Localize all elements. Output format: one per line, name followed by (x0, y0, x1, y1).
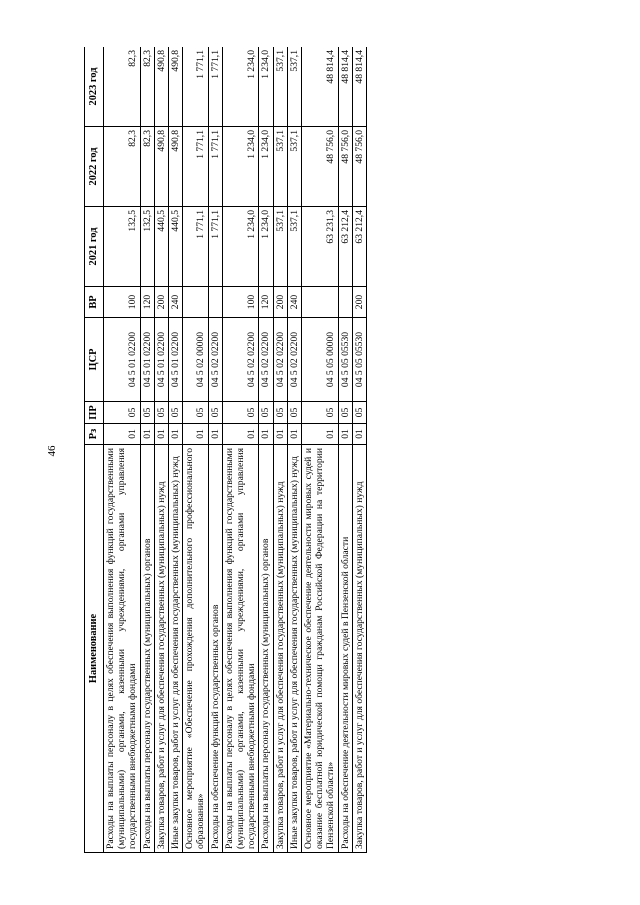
table-row (183, 47, 208, 853)
table-row (208, 47, 222, 853)
page-number: 46 (46, 445, 58, 457)
cell-rz: 01 (222, 424, 259, 445)
cell-2022: 1 771,1 (208, 127, 222, 207)
cell-csr: 04 5 05 00000 (302, 318, 339, 402)
cell-pr: 05 (154, 402, 168, 424)
cell-pr: 05 (222, 402, 259, 424)
cell-2023: 537,1 (273, 47, 287, 127)
cell-vr: 200 (154, 287, 168, 318)
cell-2023: 490,8 (154, 47, 168, 127)
cell-2022: 48 756,0 (302, 127, 339, 207)
cell-2022: 48 756,0 (338, 127, 352, 207)
cell-pr: 05 (259, 402, 273, 424)
cell-2022: 1 771,1 (183, 127, 208, 207)
table-sheet (84, 47, 568, 853)
cell-vr: 100 (222, 287, 259, 318)
cell-vr (208, 287, 222, 318)
cell-csr: 04 5 02 02200 (208, 318, 222, 402)
cell-2022: 490,8 (154, 127, 168, 207)
cell-rz: 01 (169, 424, 183, 445)
cell-rz: 01 (140, 424, 154, 445)
cell-rz: 01 (208, 424, 222, 445)
cell-csr: 04 5 01 02200 (169, 318, 183, 402)
cell-2021: 537,1 (287, 207, 301, 287)
cell-name: Расходы на выплаты персоналу государственных (муниципальных) органов (140, 445, 154, 853)
cell-name: Расходы на выплаты персоналу государственных (муниципальных) органов (259, 445, 273, 853)
table-row (154, 47, 168, 853)
table-row (302, 47, 339, 853)
cell-vr: 200 (352, 287, 366, 318)
cell-2021: 1 234,0 (222, 207, 259, 287)
cell-vr: 200 (273, 287, 287, 318)
cell-2023: 1 771,1 (183, 47, 208, 127)
cell-2021: 63 231,3 (302, 207, 339, 287)
table-row (287, 47, 301, 853)
cell-vr: 100 (104, 287, 141, 318)
cell-rz: 01 (259, 424, 273, 445)
table-header-row (85, 47, 104, 853)
rotated-table-wrapper (84, 47, 568, 853)
cell-2022: 82,3 (140, 127, 154, 207)
cell-2021: 440,5 (169, 207, 183, 287)
cell-csr: 04 5 02 02200 (259, 318, 273, 402)
cell-csr: 04 5 01 02200 (140, 318, 154, 402)
cell-pr: 05 (338, 402, 352, 424)
cell-csr: 04 5 02 02200 (222, 318, 259, 402)
table-row (338, 47, 352, 853)
cell-rz: 01 (183, 424, 208, 445)
cell-vr: 240 (169, 287, 183, 318)
cell-rz: 01 (287, 424, 301, 445)
cell-vr (338, 287, 352, 318)
cell-2023: 1 234,0 (222, 47, 259, 127)
cell-rz: 01 (352, 424, 366, 445)
cell-pr: 05 (273, 402, 287, 424)
cell-pr: 05 (287, 402, 301, 424)
cell-2022: 1 234,0 (259, 127, 273, 207)
cell-rz: 01 (273, 424, 287, 445)
table-row (259, 47, 273, 853)
cell-rz: 01 (104, 424, 141, 445)
cell-csr: 04 5 01 02200 (154, 318, 168, 402)
cell-2023: 48 814,4 (302, 47, 339, 127)
cell-vr (302, 287, 339, 318)
cell-2022: 537,1 (273, 127, 287, 207)
cell-vr (183, 287, 208, 318)
header-name: Наименование (85, 445, 104, 853)
header-2021: 2021 год (85, 207, 104, 287)
table-row (104, 47, 141, 853)
cell-csr: 04 5 05 05530 (352, 318, 366, 402)
cell-rz: 01 (302, 424, 339, 445)
cell-2022: 490,8 (169, 127, 183, 207)
cell-pr: 05 (208, 402, 222, 424)
cell-vr: 240 (287, 287, 301, 318)
header-pr: ПР (85, 402, 104, 424)
cell-2023: 82,3 (140, 47, 154, 127)
cell-2022: 537,1 (287, 127, 301, 207)
cell-2021: 132,5 (140, 207, 154, 287)
cell-2021: 537,1 (273, 207, 287, 287)
cell-name: Иные закупки товаров, работ и услуг для обеспечения государственных (муниципальных) нужд (169, 445, 183, 853)
cell-2023: 48 814,4 (352, 47, 366, 127)
cell-csr: 04 5 01 02200 (104, 318, 141, 402)
table-row (273, 47, 287, 853)
cell-2022: 82,3 (104, 127, 141, 207)
cell-rz: 01 (338, 424, 352, 445)
cell-csr: 04 5 05 05530 (338, 318, 352, 402)
cell-vr: 120 (259, 287, 273, 318)
cell-2021: 440,5 (154, 207, 168, 287)
cell-name: Закупка товаров, работ и услуг для обеспечения государственных (муниципальных) нужд (352, 445, 366, 853)
cell-name: Закупка товаров, работ и услуг для обеспечения государственных (муниципальных) нужд (154, 445, 168, 853)
header-csr: ЦСР (85, 318, 104, 402)
cell-csr: 04 5 02 02200 (287, 318, 301, 402)
cell-2023: 537,1 (287, 47, 301, 127)
cell-pr: 05 (352, 402, 366, 424)
header-rz: Рз (85, 424, 104, 445)
budget-table (84, 47, 367, 853)
cell-name: Закупка товаров, работ и услуг для обеспечения государственных (муниципальных) нужд (273, 445, 287, 853)
cell-2023: 1 234,0 (259, 47, 273, 127)
table-row (140, 47, 154, 853)
cell-pr: 05 (302, 402, 339, 424)
cell-csr: 04 5 02 02200 (273, 318, 287, 402)
cell-2021: 1 234,0 (259, 207, 273, 287)
cell-2022: 1 234,0 (222, 127, 259, 207)
cell-pr: 05 (140, 402, 154, 424)
cell-pr: 05 (104, 402, 141, 424)
cell-2021: 1 771,1 (183, 207, 208, 287)
cell-vr: 120 (140, 287, 154, 318)
cell-csr: 04 5 02 00000 (183, 318, 208, 402)
cell-2023: 1 771,1 (208, 47, 222, 127)
cell-name: Расходы на обеспечение функций государственных органов (208, 445, 222, 853)
table-row (352, 47, 366, 853)
table-row (169, 47, 183, 853)
header-2022: 2022 год (85, 127, 104, 207)
table-row (222, 47, 259, 853)
cell-2021: 63 212,4 (352, 207, 366, 287)
cell-name: Расходы на обеспечение деятельности мировых судей в Пензенской области (338, 445, 352, 853)
cell-name: Иные закупки товаров, работ и услуг для обеспечения государственных (муниципальных) нужд (287, 445, 301, 853)
cell-2023: 82,3 (104, 47, 141, 127)
cell-name: Расходы на выплаты персоналу в целях обеспечения выполнения функций государственными (муниципальными) органами, казенными учреждениями, органами управления государственными внебюджетными фондами (222, 445, 259, 853)
cell-2021: 63 212,4 (338, 207, 352, 287)
cell-name: Расходы на выплаты персоналу в целях обеспечения выполнения функций государственными (муниципальными) органами, казенными учреждениями, органами управления государственными внебюджетными фондами (104, 445, 141, 853)
cell-name: Основное мероприятие «Обеспечение прохождения дополнительного профессионального образования» (183, 445, 208, 853)
cell-rz: 01 (154, 424, 168, 445)
header-2023: 2023 год (85, 47, 104, 127)
cell-2023: 48 814,4 (338, 47, 352, 127)
header-vr: ВР (85, 287, 104, 318)
cell-2023: 490,8 (169, 47, 183, 127)
cell-2022: 48 756,0 (352, 127, 366, 207)
cell-2021: 132,5 (104, 207, 141, 287)
cell-pr: 05 (169, 402, 183, 424)
cell-2021: 1 771,1 (208, 207, 222, 287)
cell-pr: 05 (183, 402, 208, 424)
cell-name: Основное мероприятие «Материально-техническое обеспечение деятельности мировых судей и оказание бесплатной юридической помощи гражданам Российской Федерации на территории Пензенской области» (302, 445, 339, 853)
